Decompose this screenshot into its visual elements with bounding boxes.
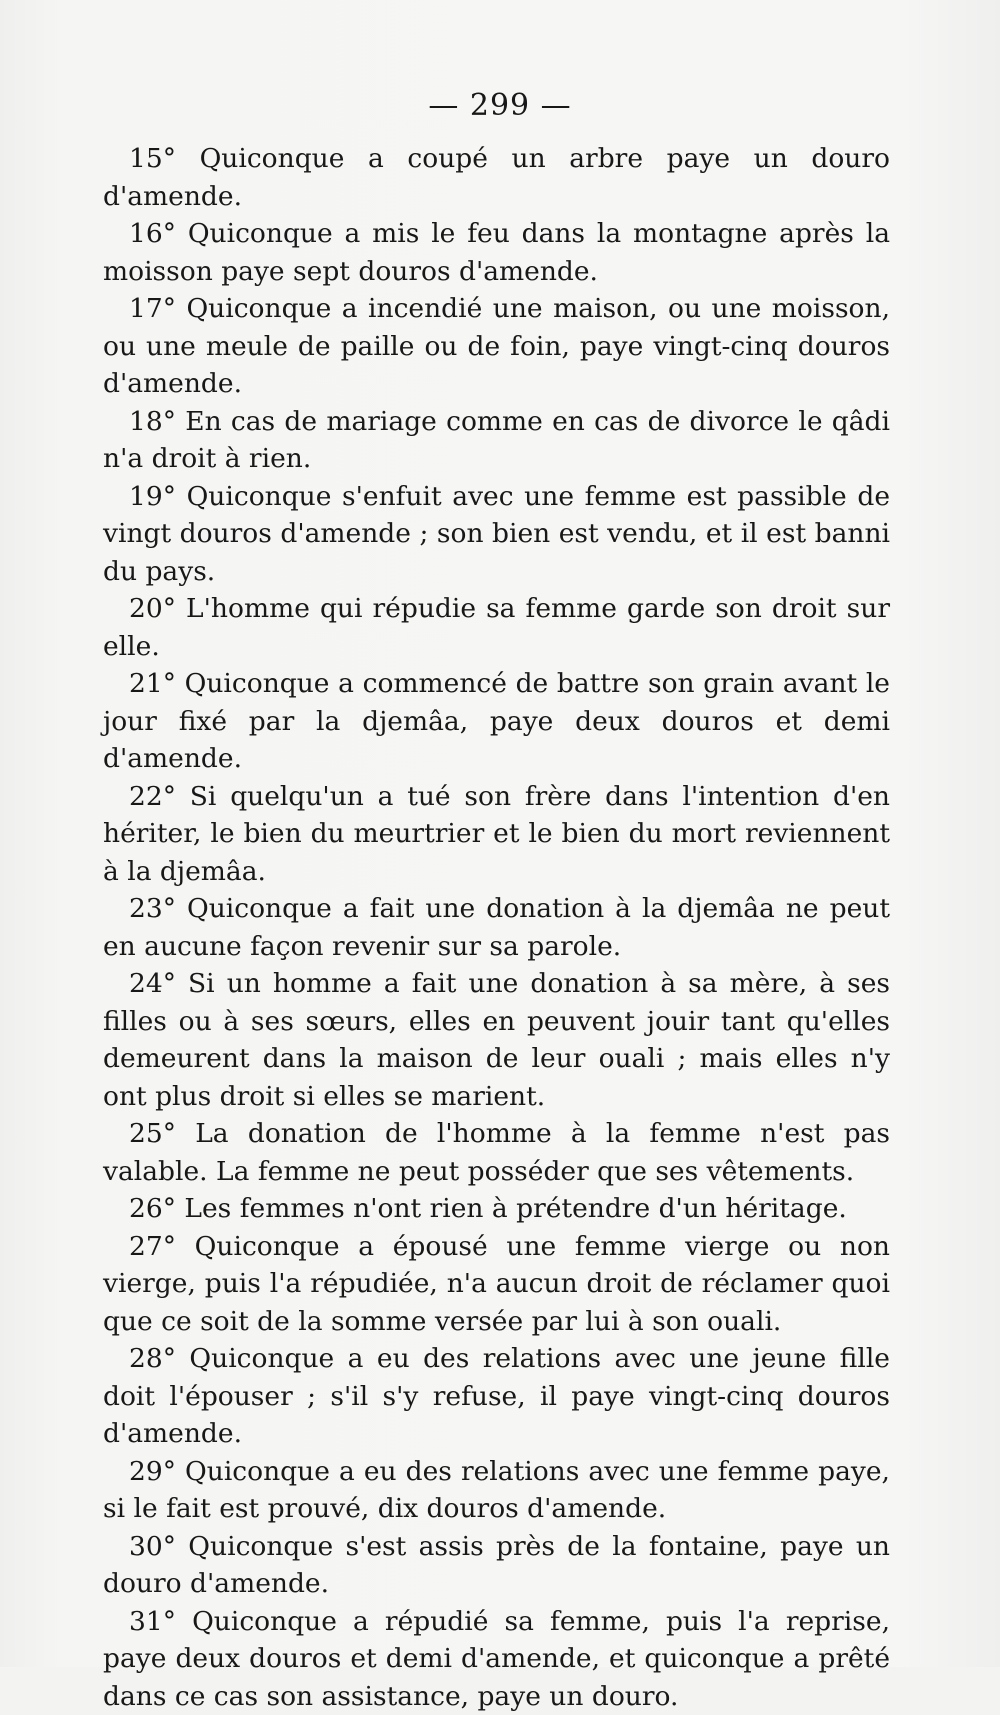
article-29: 29° Quiconque a eu des relations avec une femme paye, si le fait est prouvé, dix douros d'amende. [103, 1453, 890, 1528]
article-17: 17° Quiconque a incendié une maison, ou une moisson, ou une meule de paille ou de foin, paye vingt-cinq douros d'amende. [103, 290, 890, 403]
article-23: 23° Quiconque a fait une donation à la djemâa ne peut en aucune façon revenir sur sa parole. [103, 890, 890, 965]
body-text [103, 140, 890, 1715]
article-31: 31° Quiconque a répudié sa femme, puis l'a reprise, paye deux douros et demi d'amende, et quiconque a prêté dans ce cas son assistance, paye un douro. [103, 1603, 890, 1715]
article-27: 27° Quiconque a épousé une femme vierge ou non vierge, puis l'a répudiée, n'a aucun droit de réclamer quoi que ce soit de la somme versée par lui à son ouali. [103, 1228, 890, 1341]
article-30: 30° Quiconque s'est assis près de la fontaine, paye un douro d'amende. [103, 1528, 890, 1603]
article-19: 19° Quiconque s'enfuit avec une femme est passible de vingt douros d'amende ; son bien est vendu, et il est banni du pays. [103, 478, 890, 591]
article-28: 28° Quiconque a eu des relations avec une jeune fille doit l'épouser ; s'il s'y refuse, il paye vingt-cinq douros d'amende. [103, 1340, 890, 1453]
article-16: 16° Quiconque a mis le feu dans la montagne après la moisson paye sept douros d'amende. [103, 215, 890, 290]
article-21: 21° Quiconque a commencé de battre son grain avant le jour fixé par la djemâa, paye deux douros et demi d'amende. [103, 665, 890, 778]
article-15: 15° Quiconque a coupé un arbre paye un douro d'amende. [103, 140, 890, 215]
article-18: 18° En cas de mariage comme en cas de divorce le qâdi n'a droit à rien. [103, 403, 890, 478]
article-25: 25° La donation de l'homme à la femme n'est pas valable. La femme ne peut posséder que ses vêtements. [103, 1115, 890, 1190]
page-number: — 299 — [0, 88, 1000, 123]
article-24: 24° Si un homme a fait une donation à sa mère, à ses filles ou à ses sœurs, elles en peuvent jouir tant qu'elles demeurent dans la maison de leur ouali ; mais elles n'y ont plus droit si elles se marient. [103, 965, 890, 1115]
article-22: 22° Si quelqu'un a tué son frère dans l'intention d'en hériter, le bien du meurtrier et le bien du mort reviennent à la djemâa. [103, 778, 890, 891]
article-20: 20° L'homme qui répudie sa femme garde son droit sur elle. [103, 590, 890, 665]
article-26: 26° Les femmes n'ont rien à prétendre d'un héritage. [103, 1190, 890, 1228]
